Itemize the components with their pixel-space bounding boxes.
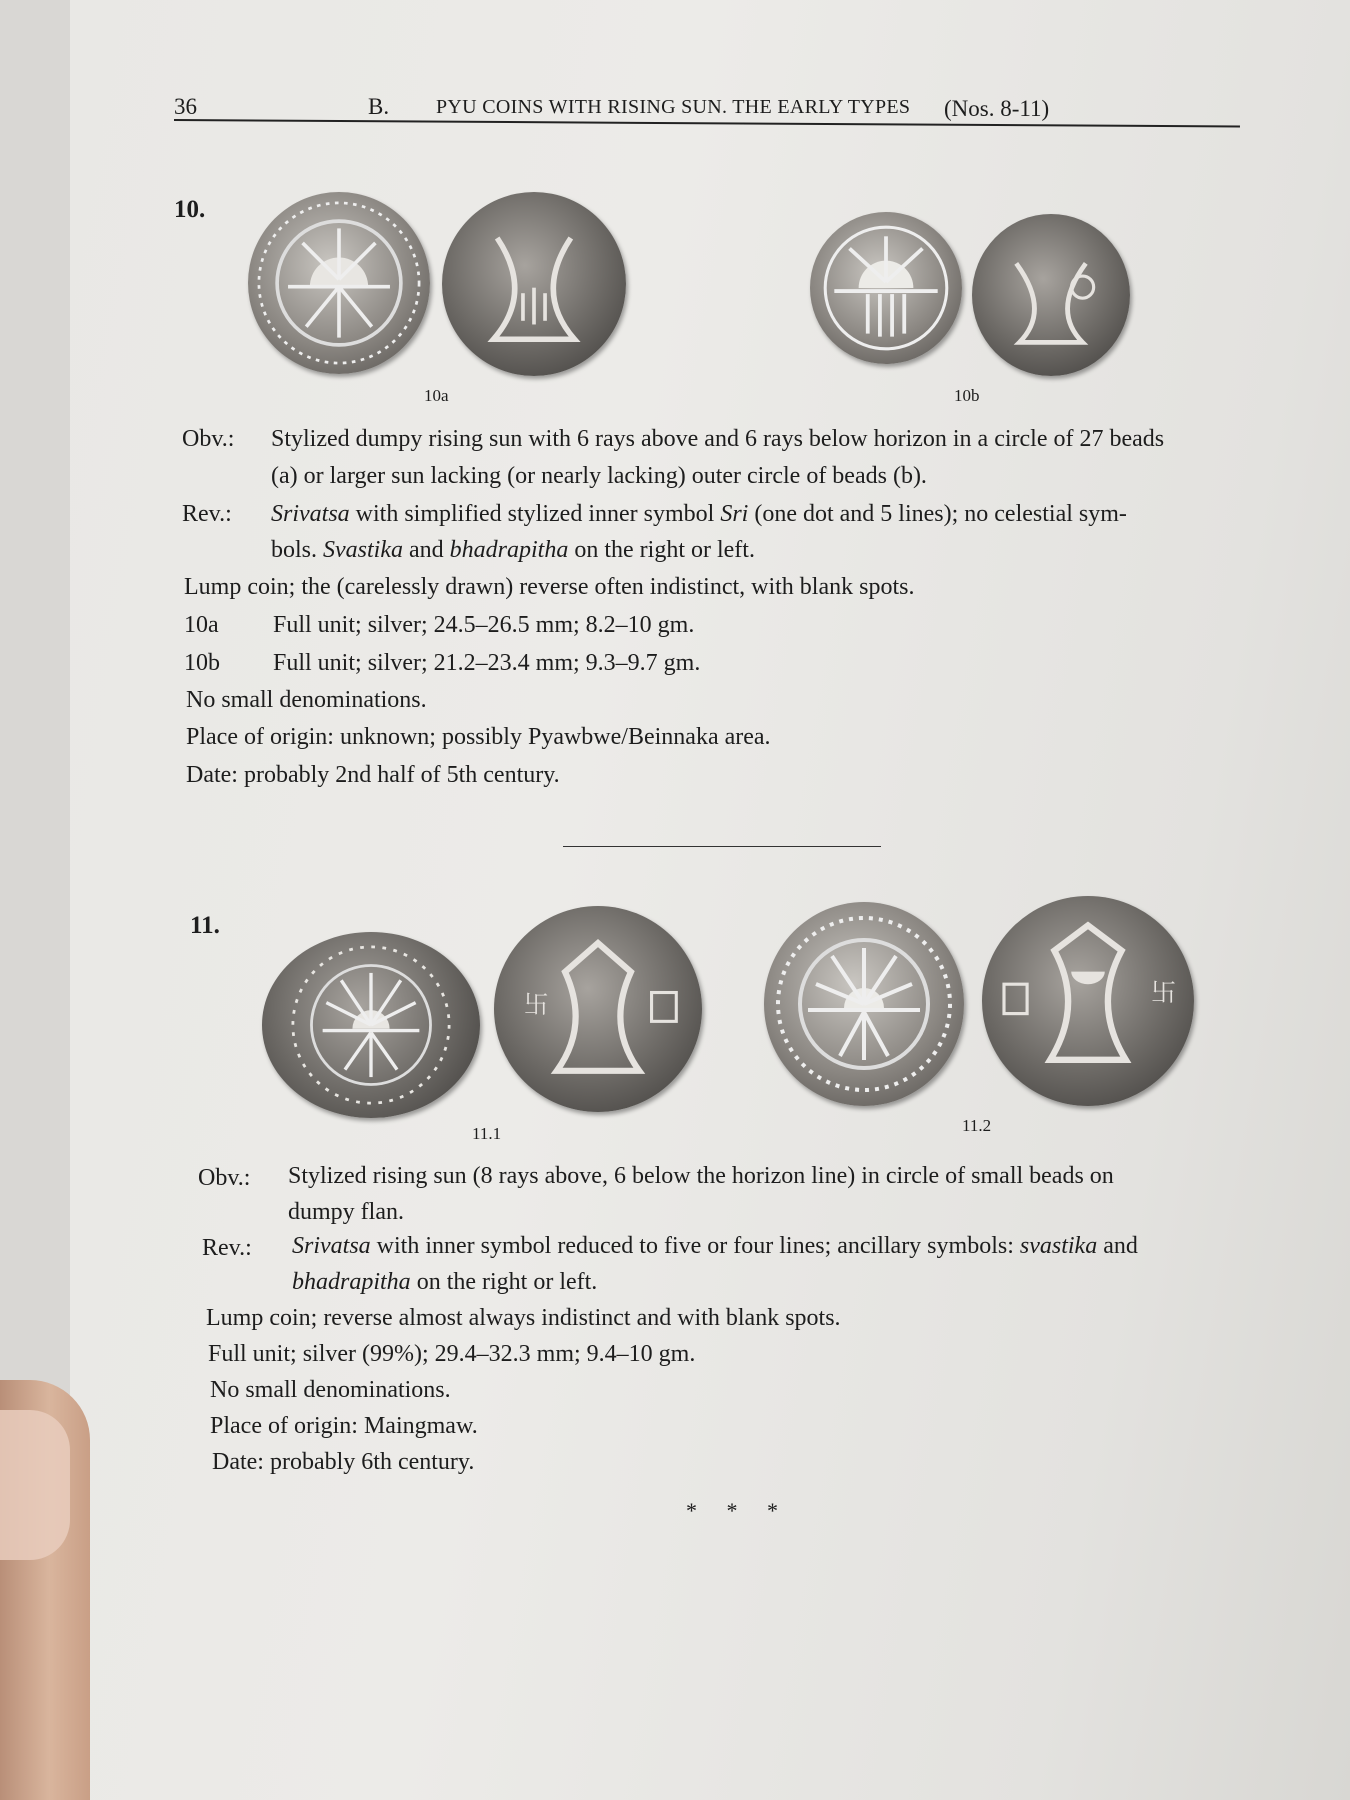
end-stars: * * * xyxy=(686,1498,790,1523)
rev-text: on the right or left. xyxy=(568,537,755,563)
lump-11: Lump coin; reverse almost always indistinct and with blank spots. xyxy=(206,1305,841,1331)
caption-11-2: 11.2 xyxy=(962,1116,992,1135)
rev-text: and xyxy=(1097,1233,1138,1259)
sun-icon xyxy=(262,932,480,1118)
origin-10: Place of origin: unknown; possibly Pyawbwe/Beinnaka area. xyxy=(186,724,771,750)
rev-text: with inner symbol reduced to five or four lines; ancillary symbols: xyxy=(370,1233,1020,1259)
svg-text:卐: 卐 xyxy=(1151,978,1177,1007)
sun-icon xyxy=(764,902,964,1106)
srivatsa-icon xyxy=(982,896,1194,1106)
rev-text: on the right or left. xyxy=(410,1269,598,1295)
date-11: Date: probably 6th century. xyxy=(212,1449,475,1475)
obv-label-11: Obv.: xyxy=(198,1165,251,1191)
rev-text: (one dot and 5 lines); no celestial sym- xyxy=(748,501,1127,527)
page-number: 36 xyxy=(174,94,197,119)
coin-11-1-reverse-image xyxy=(494,906,702,1112)
entry-10-number: 10. xyxy=(174,196,206,223)
rev-term: Sri xyxy=(720,501,749,527)
date-10: Date: probably 2nd half of 5th century. xyxy=(186,762,560,788)
small-10: No small denominations. xyxy=(186,687,427,713)
caption-10a: 10a xyxy=(424,386,449,405)
coin-range: (Nos. 8-11) xyxy=(944,96,1050,121)
sun-icon xyxy=(810,212,962,364)
sun-icon xyxy=(248,192,430,374)
coin-11-1-obverse-image xyxy=(262,932,480,1118)
rev-term: Srivatsa xyxy=(271,501,350,527)
obv-line1-11: Stylized rising sun (8 rays above, 6 below the horizon line) in circle of small beads on xyxy=(288,1163,1114,1189)
coin-10b-reverse-image xyxy=(972,214,1130,376)
small-11: No small denominations. xyxy=(210,1377,451,1403)
rev-term: svastika xyxy=(1019,1233,1098,1259)
rev-line1-11 xyxy=(292,1228,1138,1264)
row-10a-text: Full unit; silver; 24.5–26.5 mm; 8.2–10 gm. xyxy=(273,612,695,638)
coin-10a-obverse-image xyxy=(248,192,430,374)
origin-11: Place of origin: Maingmaw. xyxy=(210,1413,478,1439)
section-letter: B. xyxy=(368,94,390,119)
caption-11-1: 11.1 xyxy=(472,1124,502,1143)
rev-term: Svastika xyxy=(323,537,403,563)
section-title: PYU COINS WITH RISING SUN. THE EARLY TYPES xyxy=(436,96,911,118)
obv-line2-10: (a) or larger sun lacking (or nearly lacking) outer circle of beads (b). xyxy=(271,463,927,489)
entry-11-number: 11. xyxy=(190,912,220,939)
unit-11: Full unit; silver (99%); 29.4–32.3 mm; 9.4–10 gm. xyxy=(208,1341,696,1367)
srivatsa-icon xyxy=(442,192,626,376)
row-10b-text: Full unit; silver; 21.2–23.4 mm; 9.3–9.7 gm. xyxy=(273,650,701,676)
srivatsa-icon xyxy=(494,906,702,1112)
rev-label-11: Rev.: xyxy=(202,1235,252,1261)
section-divider xyxy=(563,846,881,847)
rev-text: and xyxy=(403,537,450,563)
svg-text:卐: 卐 xyxy=(523,990,549,1020)
obv-line2-11: dumpy flan. xyxy=(288,1199,404,1225)
caption-10b: 10b xyxy=(954,386,980,405)
page-header xyxy=(174,88,1238,122)
obv-label-10: Obv.: xyxy=(182,426,235,452)
rev-term: Srivatsa xyxy=(292,1233,371,1259)
coin-11-2-obverse-image xyxy=(764,902,964,1106)
rev-text: with simplified stylized inner symbol xyxy=(349,501,721,527)
rev-line2-10 xyxy=(271,532,755,568)
row-10a-label: 10a xyxy=(184,612,219,638)
obv-line1-10: Stylized dumpy rising sun with 6 rays above and 6 rays below horizon in a circle of 27 beads xyxy=(271,426,1165,452)
coin-10a-reverse-image xyxy=(442,192,626,376)
rev-term: bhadrapitha xyxy=(292,1269,411,1295)
rev-line2-11 xyxy=(292,1264,597,1300)
lump-10: Lump coin; the (carelessly drawn) reverse often indistinct, with blank spots. xyxy=(184,574,915,600)
rev-line1-10 xyxy=(271,496,1127,532)
coin-11-2-reverse-image xyxy=(982,896,1194,1106)
coin-10b-obverse-image xyxy=(810,212,962,364)
rev-text: bols. xyxy=(271,537,324,563)
thumbnail xyxy=(0,1410,70,1560)
row-10b-label: 10b xyxy=(184,650,220,676)
srivatsa-icon xyxy=(972,214,1130,376)
rev-term: bhadrapitha xyxy=(449,537,569,563)
rev-label-10: Rev.: xyxy=(182,501,232,527)
